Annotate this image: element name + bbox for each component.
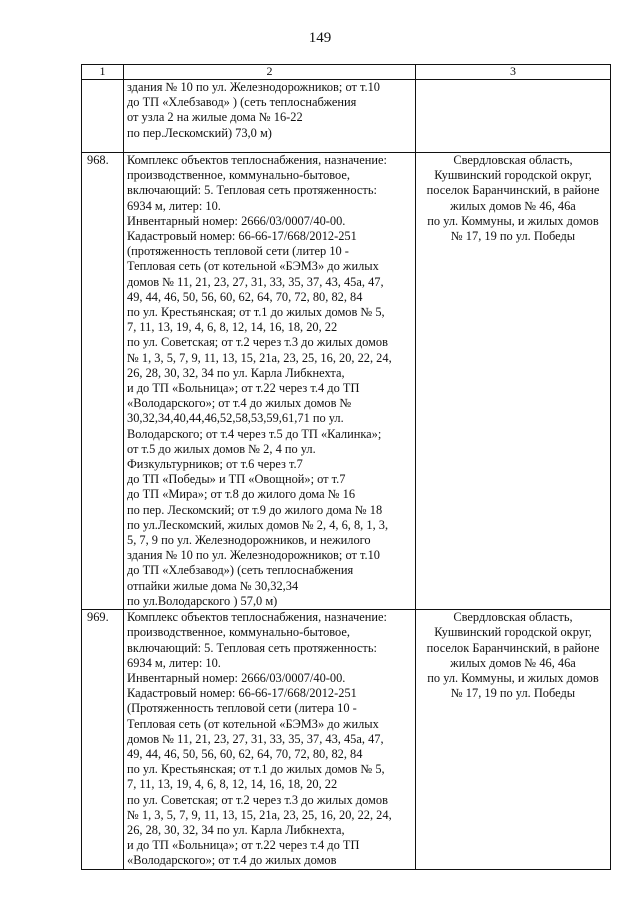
registry-table: [81, 64, 611, 870]
table-row: [82, 80, 611, 153]
table-row: [82, 153, 611, 610]
table-header-row: [82, 65, 611, 80]
page-number: 149: [308, 30, 332, 46]
column-header-1: 1: [82, 65, 124, 80]
table-row: [82, 610, 611, 869]
object-location: [416, 153, 611, 610]
object-description: Комплекс объектов теплоснабжения, назначение: производственное, коммунально-бытовое, включающий: 5. Тепловая сеть протяженность: 6934 м, литер: 10. Инвентарный номер: 2666/03/0007/40-00. Кадастровый номер: 66-66-17/668/2012-251 (Протяженность тепловой сети (литера 10 - Тепловая сеть (от котельной «БЭМЗ» до жилых домов № 11, 21, 23, 27, 31, 33, 35, 37, 43, 45а, 47, 49, 44, 46, 50, 56, 60, 62, 64, 70, 72, 80, 82, 84 по ул. Крестьянская; от т.1 до жилых домов № 5, 7, 11, 13, 19, 4, 6, 8, 12, 14, 16, 18, 20, 22 по ул. Советская; от т.2 через т.3 до жилых домов № 1, 3, 5, 7, 9, 11, 13, 15, 21а, 23, 25, 16, 20, 22, 24, 26, 28, 30, 32, 34 по ул. Карла Либкнехта, и до ТП «Больница»; от т.22 через т.4 до ТП «Володарского»; от т.4 до жилых домов: [124, 610, 416, 869]
row-number: [82, 80, 124, 153]
object-description: здания № 10 по ул. Железнодорожников; от т.10 до ТП «Хлебзавод» ) (сеть теплоснабжения от узла 2 на жилые дома № 16-22 по пер.Лескомский) 73,0 м): [124, 80, 416, 153]
row-number: 969.: [82, 610, 124, 869]
row-number: 968.: [82, 153, 124, 610]
object-description: Комплекс объектов теплоснабжения, назначение: производственное, коммунально-бытовое, включающий: 5. Тепловая сеть протяженность: 6934 м, литер: 10. Инвентарный номер: 2666/03/0007/40-00. Кадастровый номер: 66-66-17/668/2012-251 (протяженность тепловой сети (литер 10 - Тепловая сеть (от котельной «БЭМЗ» до жилых домов № 11, 21, 23, 27, 31, 33, 35, 37, 43, 45а, 47, 49, 44, 46, 50, 56, 60, 62, 64, 70, 72, 80, 82, 84 по ул. Крестьянская; от т.1 до жилых домов № 5, 7, 11, 13, 19, 4, 6, 8, 12, 14, 16, 18, 20, 22 по ул. Советская; от т.2 через т.3 до жилых домов № 1, 3, 5, 7, 9, 11, 13, 15, 21а, 23, 25, 16, 20, 22, 24, 26, 28, 30, 32, 34 по ул. Карла Либкнехта, и до ТП «Больница»; от т.22 через т.4 до ТП «Володарского»; от т.4 до жилых домов № 30,32,34,40,44,46,52,58,53,59,61,71 по ул. Володарского; от т.4 через т.5 до ТП «Калинка»; от т.5 до жилых домов № 2, 4 по ул. Физкультурников; от т.6 через т.7 до ТП «Победы» и ТП «Овощной»; от т.7 до ТП «Мира»; от т.8 до жилого дома № 16 по пер. Лескомский; от т.9 до жилого дома № 18 по ул.Лескомский, жилых домов № 2, 4, 6, 8, 1, 3, 5, 7, 9 по ул. Железнодорожников, и нежилого здания № 10 по ул. Железнодорожников; от т.10 до ТП «Хлебзавод») (сеть теплоснабжения отпайки жилые дома № 30,32,34 по ул.Володарского ) 57,0 м): [124, 153, 416, 610]
object-location: [416, 80, 611, 153]
column-header-2: 2: [124, 65, 416, 80]
location-text: Свердловская область, Кушвинский городской округ, поселок Баранчинский, в районе жилых домов № 46, 46а по ул. Коммуны, и жилых домов № 17, 19 по ул. Победы: [426, 610, 600, 701]
column-header-3: 3: [416, 65, 611, 80]
location-text: Свердловская область, Кушвинский городской округ, поселок Баранчинский, в районе жилых домов № 46, 46а по ул. Коммуны, и жилых домов № 17, 19 по ул. Победы: [426, 153, 600, 244]
object-location: [416, 610, 611, 869]
